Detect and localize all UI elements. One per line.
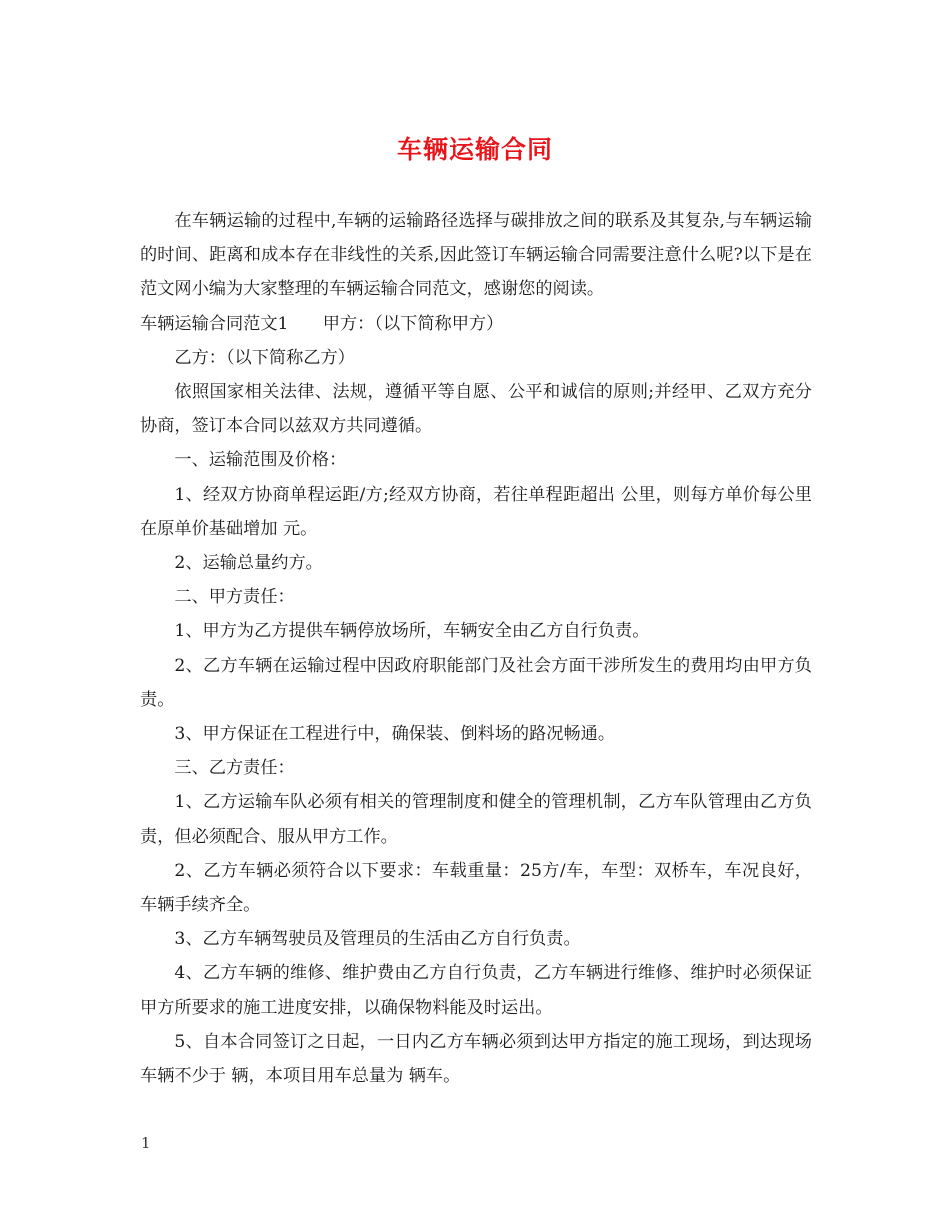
paragraph: 2、乙方车辆必须符合以下要求：车载重量：25方/车，车型：双桥车，车况良好，车辆手续齐全。	[140, 860, 812, 916]
paragraph: 依照国家相关法律、法规，遵循平等自愿、公平和诚信的原则;并经甲、乙双方充分协商，签订本合同以兹双方共同遵循。	[140, 382, 812, 437]
document-body	[140, 204, 812, 1093]
paragraph: 1、甲方为乙方提供车辆停放场所，车辆安全由乙方自行负责。	[174, 621, 650, 642]
paragraph: 一、运输范围及价格：	[174, 450, 347, 471]
paragraph: 2、乙方车辆在运输过程中因政府职能部门及社会方面干涉所发生的费用均由甲方负责。	[140, 655, 812, 710]
paragraph: 4、乙方车辆的维修、维护费由乙方自行负责，乙方车辆进行维修、维护时必须保证甲方所要求的施工进度安排，以确保物料能及时运出。	[140, 963, 812, 1018]
paragraph: 5、自本合同签订之日起，一日内乙方车辆必须到达甲方指定的施工现场，到达现场车辆不少于 辆，本项目用车总量为 辆车。	[140, 1031, 812, 1087]
paragraph: 3、甲方保证在工程进行中，确保装、倒料场的路况畅通。	[174, 724, 616, 745]
paragraph: 二、甲方责任：	[174, 587, 295, 608]
page-number: 1	[141, 1134, 151, 1152]
paragraph: 车辆运输合同范文1 甲方：（以下简称甲方）	[140, 313, 504, 334]
paragraph: 在车辆运输的过程中,车辆的运输路径选择与碳排放之间的联系及其复杂,与车辆运输的时间、距离和成本存在非线性的关系,因此签订车辆运输合同需要注意什么呢?以下是在范文网小编为大家整理的车辆运输合同范文，感谢您的阅读。	[140, 211, 812, 300]
paragraph: 1、经双方协商单程运距/方;经双方协商，若往单程距超出 公里，则每方单价每公里在原单价基础增加 元。	[140, 484, 812, 539]
paragraph: 乙方：（以下简称乙方）	[174, 347, 355, 368]
paragraph: 2、运输总量约方。	[174, 553, 323, 574]
document-title: 车辆运输合同	[396, 135, 553, 164]
paragraph: 三、乙方责任：	[174, 758, 295, 779]
paragraph: 3、乙方车辆驾驶员及管理员的生活由乙方自行负责。	[174, 929, 581, 950]
paragraph: 1、乙方运输车队必须有相关的管理制度和健全的管理机制，乙方车队管理由乙方负责，但必须配合、服从甲方工作。	[140, 792, 812, 847]
